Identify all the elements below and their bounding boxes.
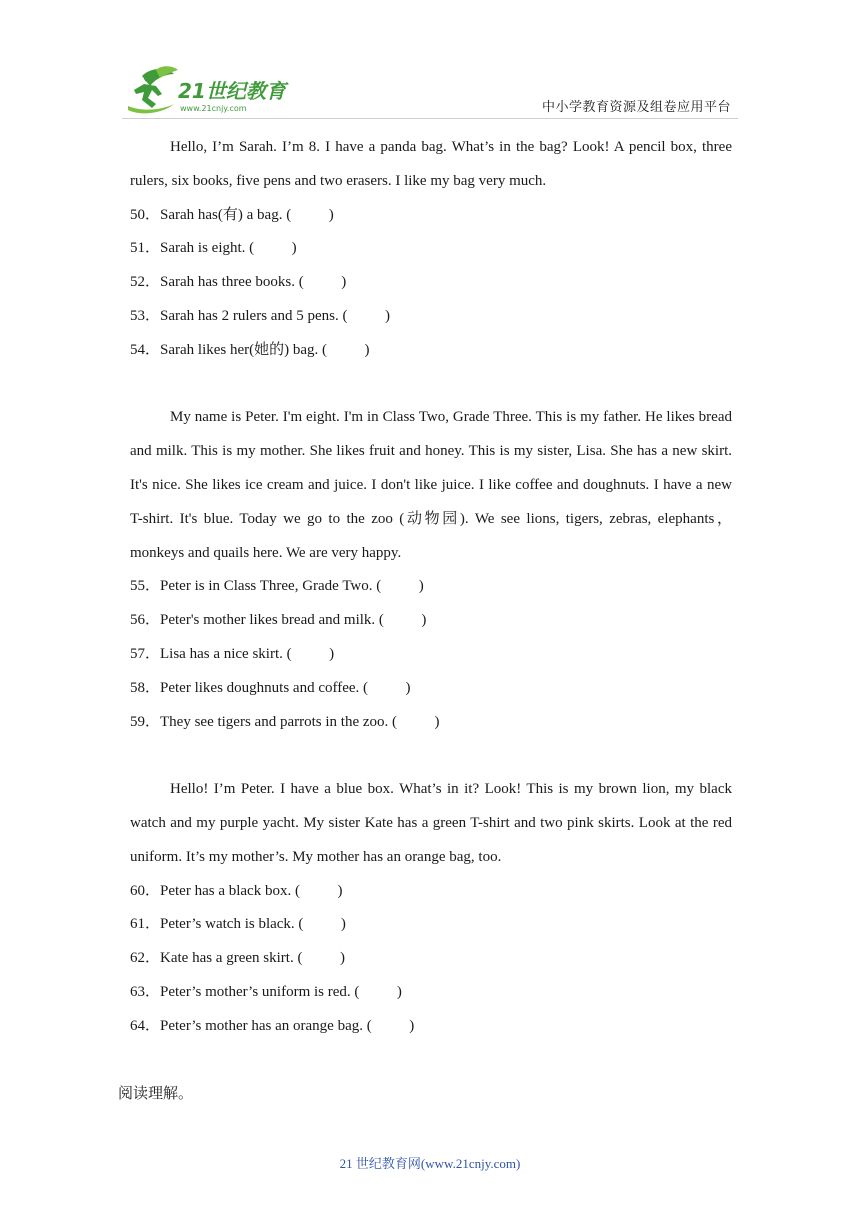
question-58: 58．Peter likes doughnuts and coffee. ( ) [130,679,411,696]
question-53: 53．Sarah has 2 rulers and 5 pens. ( ) [130,307,390,324]
header-divider [122,118,738,119]
runner-logo-icon [122,64,292,116]
section-title: 阅读理解。 [118,1084,194,1103]
question-62: 62．Kate has a green skirt. ( ) [130,950,345,967]
question-59: 59．They see tigers and parrots in the zoo. ( ) [130,713,440,730]
question-50: 50．Sarah has(有) a bag. ( ) [130,206,334,223]
question-57: 57．Lisa has a nice skirt. ( ) [130,645,335,662]
question-61: 61．Peter’s watch is black. ( ) [130,916,346,933]
question-56: 56．Peter's mother likes bread and milk. ( ) [130,612,427,629]
passage-3: Hello! I’m Peter. I have a blue box. What’s in it? Look! This is my brown lion, my black watch and my purple yacht. My sister Kate has a green T-shirt and two pink skirts. Look at the red uniform. It’s my mother’s. My mother has an orange bag, too. [130,781,732,865]
logo [122,64,292,116]
question-63: 63．Peter’s mother’s uniform is red. ( ) [130,983,402,1000]
passage-2: My name is Peter. I'm eight. I'm in Class Two, Grade Three. This is my father. He likes bread and milk. This is my mother. She likes fruit and honey. This is my sister, Lisa. She has a new skirt. It's nice. She likes ice cream and juice. I don't like juice. I like coffee and doughnuts. I have a new T-shirt. It's blue. Today we go to the zoo (动物园). We see lions, tigers, zebras, elephants，monkeys and quails here. We are very happy. [130,409,732,561]
question-64: 64．Peter’s mother has an orange bag. ( ) [130,1017,415,1034]
question-55: 55．Peter is in Class Three, Grade Two. ( ) [130,578,424,595]
worksheet-content [118,131,732,1111]
spacer [130,368,732,402]
logo-text: 21世纪教育 [178,79,286,103]
passage-1: Hello, I’m Sarah. I’m 8. I have a panda bag. What’s in the bag? Look! A pencil box, three rulers, six books, five pens and two erasers. I like my bag very much. [130,139,732,189]
page-header [0,0,860,125]
spacer [130,739,732,773]
question-60: 60．Peter has a black box. ( ) [130,882,343,899]
question-51: 51．Sarah is eight. ( ) [130,240,297,257]
page-footer: 21 世纪教育网(www.21cnjy.com) [339,1156,521,1171]
question-54: 54．Sarah likes her(她的) bag. ( ) [130,341,370,358]
question-52: 52．Sarah has three books. ( ) [130,274,347,291]
platform-text: 中小学教育资源及组卷应用平台 [541,100,731,115]
spacer [130,1044,732,1078]
logo-url: www.21cnjy.com [180,104,247,113]
